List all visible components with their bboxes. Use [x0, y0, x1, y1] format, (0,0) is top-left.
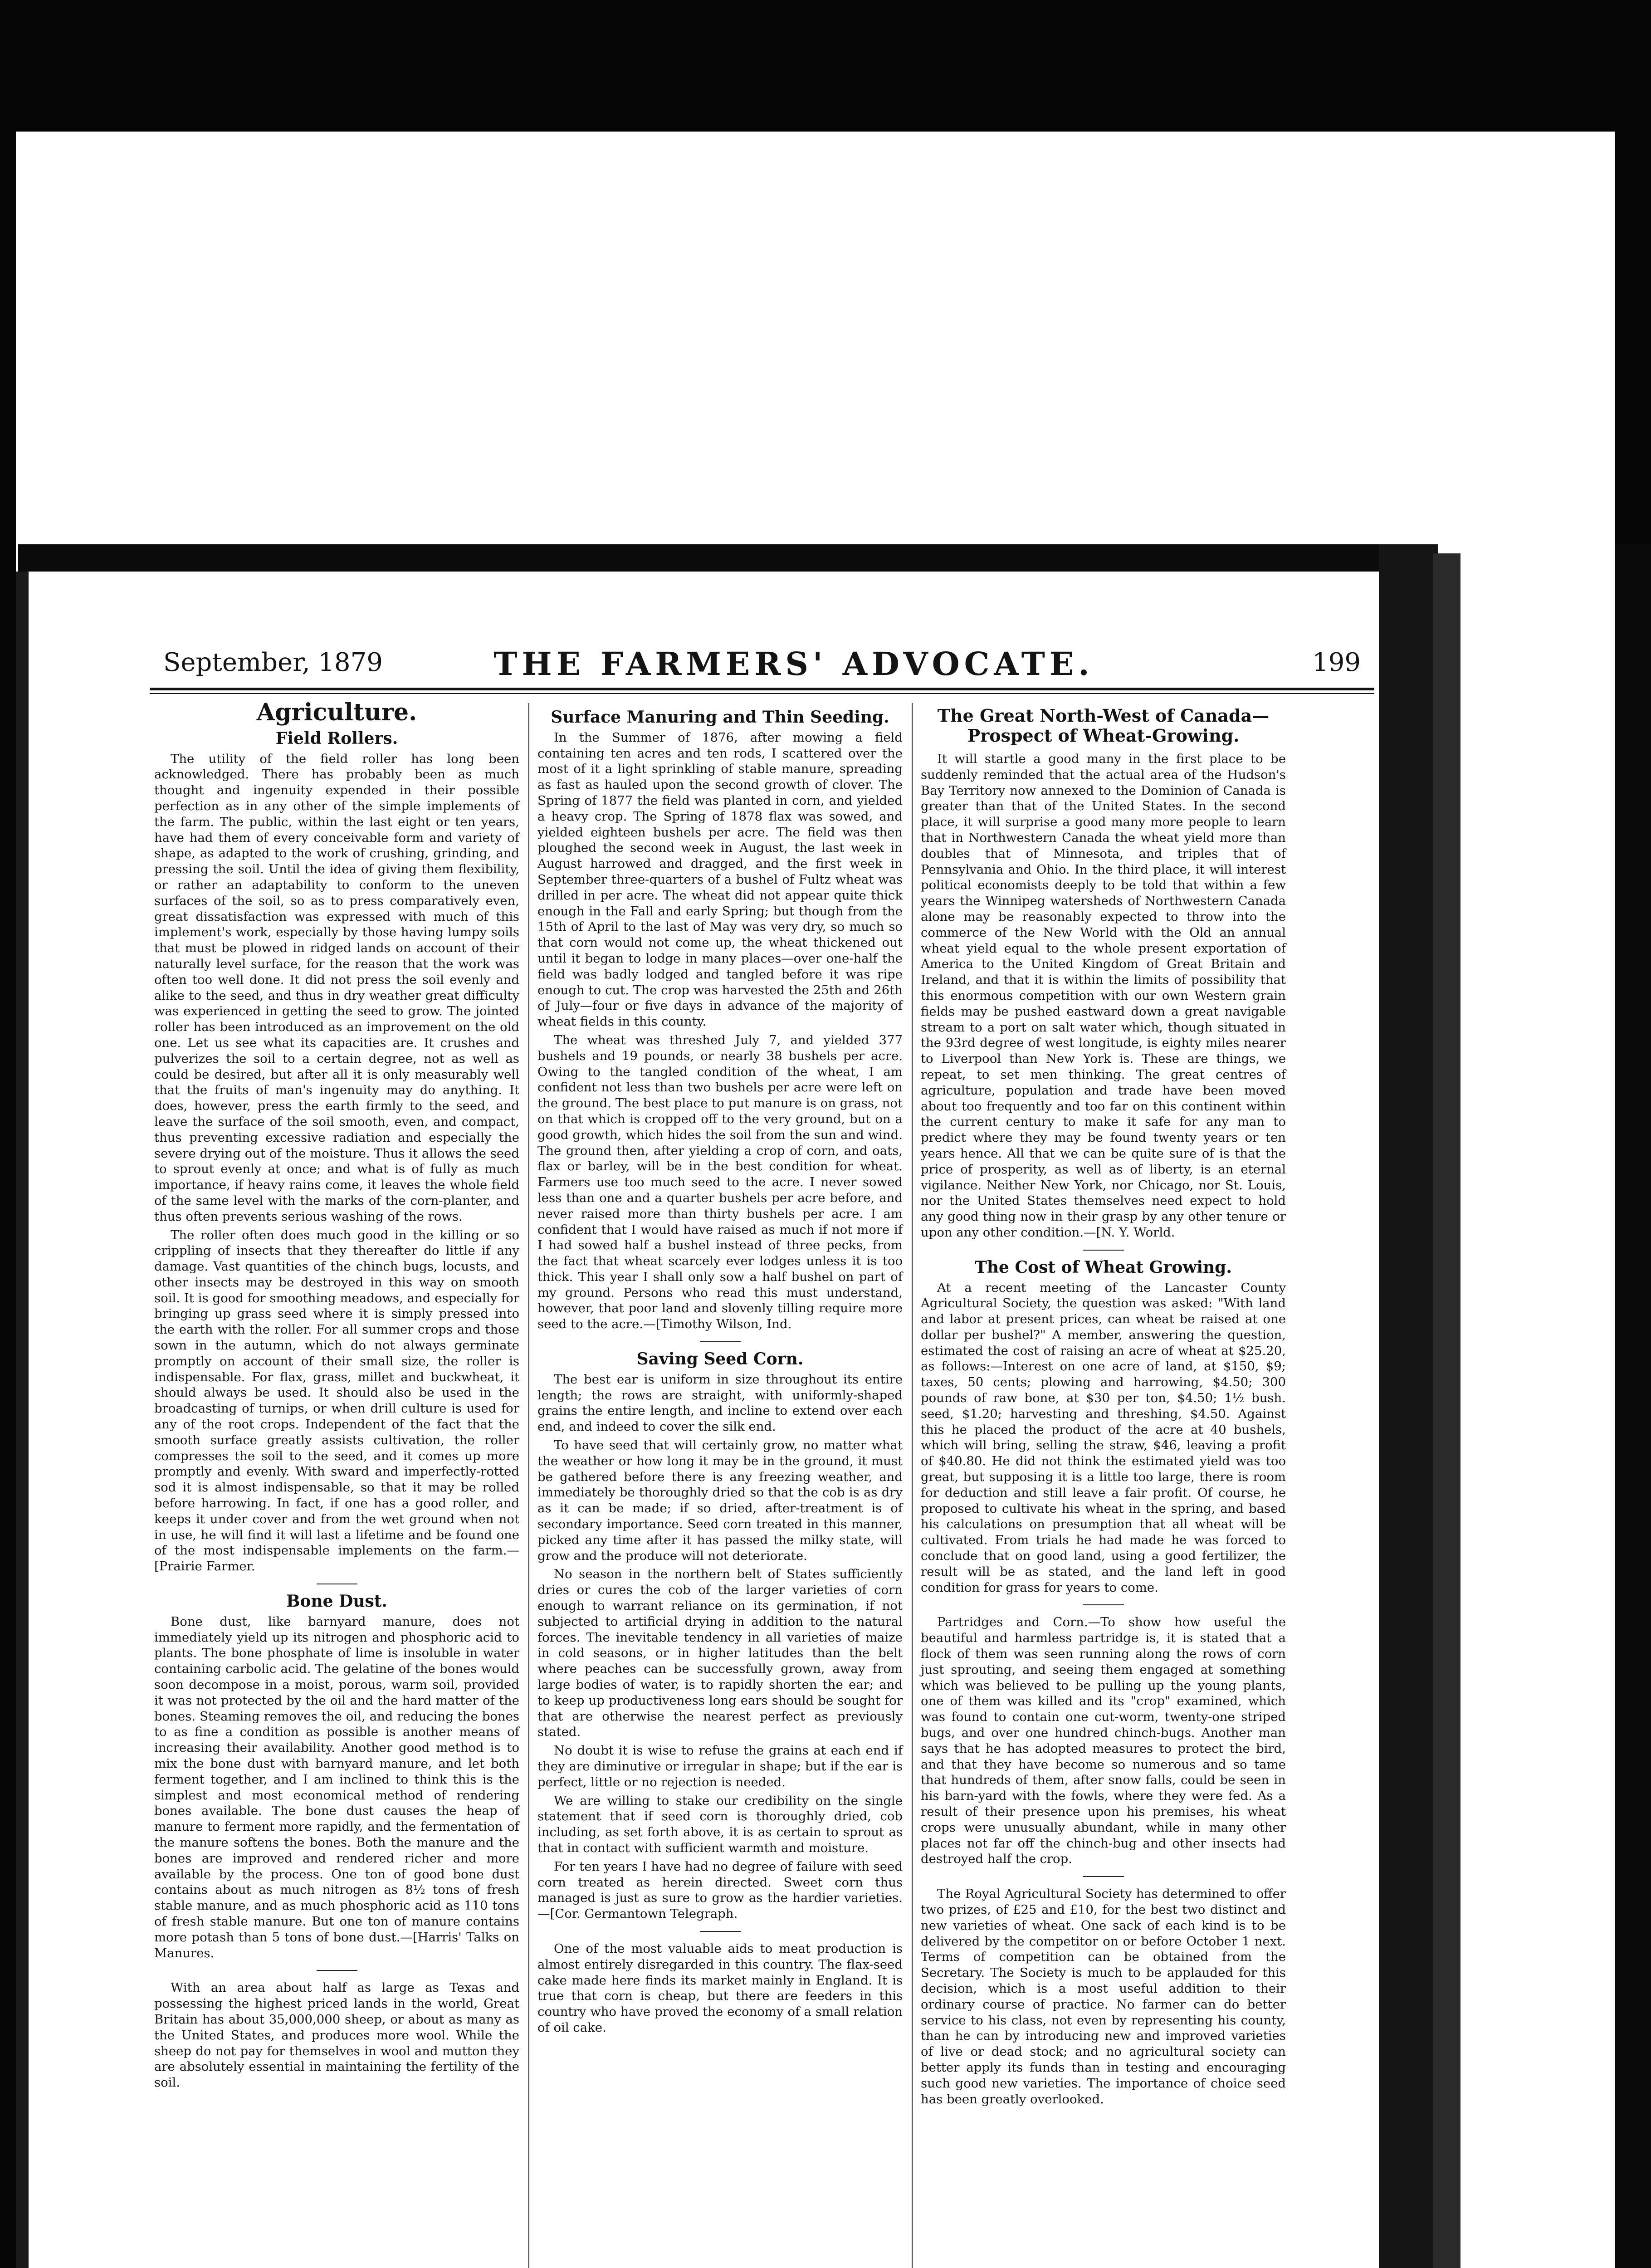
article-paragraph: No doubt it is wise to refuse the grains at each end if they are diminutive or irregular in shape; but if the ear is perfect, little or no rejection is needed. — [537, 1743, 903, 1789]
header-page-number: 199 — [1312, 648, 1361, 677]
article-paragraph: The best ear is uniform in size throughout its entire length; the rows are straight, with uniformly-shaped grains the entire length, and incline to extend over each end, and indeed to cover the silk end. — [537, 1372, 903, 1434]
article-heading-cost-of-wheat: The Cost of Wheat Growing. — [975, 1257, 1232, 1277]
header-rule-thin — [150, 693, 1374, 694]
separator — [1083, 1604, 1124, 1605]
page-binding-inner — [1433, 553, 1460, 2268]
header-title: THE FARMERS' ADVOCATE. — [493, 645, 1094, 683]
article-paragraph: We are willing to stake our credibility on the single statement that if seed corn is thoroughly dried, cob including, as set forth above, it is as certain to sprout as that in contact with sufficient warmth and moisture. — [537, 1793, 903, 1855]
separator — [1083, 1876, 1124, 1877]
scan-border-right-top — [1615, 0, 1651, 544]
left-page-edge — [16, 572, 29, 2268]
article-paragraph: To have seed that will certainly grow, no matter what the weather or how long it may be in the ground, it must be gathered before there is any freezing weather, and immediately be thoroughly dried so that the cob is as dry as it can be made; if so dried, after-treatment is of secondary importance. Seed corn treated in this manner, picked any time after it has passed the milky state, will grow and the produce will not deteriorate. — [537, 1438, 903, 1563]
article-paragraph: The Royal Agricultural Society has determined to offer two prizes, of £25 and £10, for the best two distinct and new varieties of wheat. One sack of each kind is to be delivered by the competitor on or before October 1 next. Terms of competition can be obtained from the Secretary. The Society is much to be applauded for this decision, which is a most useful addition to their ordinary course of practice. No farmer can do better service to his class, not even by representing his county, than he can by introducing new and improved varieties of live or dead stock; and no agricultural society can better apply its funds than in testing and encouraging such good new varieties. The importance of choice seed has been greatly overlooked. — [921, 1887, 1286, 2107]
article-heading-saving-seed-corn: Saving Seed Corn. — [636, 1349, 804, 1369]
separator — [700, 1341, 741, 1342]
article-paragraph: Partridges and Corn.—To show how useful the beautiful and harmless partridge is, it is stated that a flock of them was seen running along the rows of corn just sprouting, and seeing them engaged at something which was believed to be pulling up the young plants, one of them was killed and its "crop" examined, which was found to contain one cut-worm, twenty-one striped bugs, and over one hundred chinch-bugs. Another man says that he has adopted measures to protect the bird, and that they have become so numerous and so tame that hundreds of them, after snow falls, could be seen in his barn-yard with the fowls, where they were fed. As a result of their presence upon his premises, his wheat crops were unusually abundant, while in many other places not far off the chinch-bug and other insects had destroyed half the crop. — [921, 1615, 1286, 1867]
column-3 — [921, 703, 1286, 2110]
newspaper-page — [136, 635, 1388, 2268]
article-heading-field-rollers: Field Rollers. — [275, 728, 398, 748]
article-paragraph: With an area about half as large as Texas and possessing the highest priced lands in the world, Great Britain has about 35,000,000 sheep, or about as many as the United States, and produces more wool. While the sheep do not pay for themselves in wool and mutton they are absolutely essential in maintaining the fertility of the soil. — [154, 1980, 519, 2090]
header-rule — [150, 688, 1374, 690]
article-heading-surface-manuring: Surface Manuring and Thin Seeding. — [551, 708, 889, 727]
page-shadow-top — [18, 544, 1379, 572]
scan-border-left — [0, 0, 16, 2268]
article-paragraph: For ten years I have had no degree of failure with seed corn treated as herein directed. Sweet corn thus managed is just as sure to grow as the hardier varieties.—[Cor. Germantown Telegraph. — [537, 1859, 903, 1921]
separator — [700, 1931, 741, 1932]
scan-border-right — [1615, 544, 1651, 2268]
article-heading-bone-dust: Bone Dust. — [286, 1592, 387, 1611]
article-paragraph: At a recent meeting of the Lancaster County Agricultural Society, the question was asked: "With land and labor at present prices, can wheat be raised at one dollar per bushel?" A member, answering the question, estimated the cost of raising an acre of wheat at $25.20, as follows:—Interest on one acre of land, at $150, $9; taxes, 50 cents; plowing and harrowing, $4.50; 300 pounds of raw bone, at $30 per ton, $4.50; 1½ bush. seed, $1.20; harvesting and threshing, $4.50. Against this he placed the product of the acre at 40 bushels, which will bring, selling the straw, $46, leaving a profit of $40.80. He did not think the estimated yield was too great, but supposing it is a little too large, there is room for deduction and still leave a fair profit. Of course, he proposed to cultivate his wheat in the spring, and based his calculations on presumption that all wheat will be cultivated. From trials he had made he was forced to conclude that on good land, using a good fertilizer, the result will be as stated, and the land left in good condition for grass for years to come. — [921, 1280, 1286, 1595]
column-divider-1 — [528, 703, 529, 2268]
article-paragraph: Bone dust, like barnyard manure, does not immediately yield up its nitrogen and phosphoric acid to plants. The bone phosphate of lime is insoluble in water containing carbolic acid. The gelatine of the bones would soon decompose in a moist, porous, warm soil, provided it was not protected by the oil and the hard matter of the bones. Steaming removes the oil, and reducing the bones to as fine a condition as possible is another means of increasing their availability. Another good method is to mix the bone dust with barnyard manure, and let both ferment together, and I am inclined to think this is the simplest and most economical method of rendering bones available. The bone dust causes the heap of manure to ferment more rapidly, and the fermentation of the manure softens the bones. Both the manure and the bones are improved and rendered richer and more available by the process. One ton of good bone dust contains about as much nitrogen as 8½ tons of fresh stable manure, and as much phosphoric acid as 110 tons of fresh stable manure. But one ton of manure contains more potash than 5 tons of bone dust.—[Harris' Talks on Manures. — [154, 1614, 519, 1960]
article-paragraph: No season in the northern belt of States sufficiently dries or cures the cob of the larger varieties of corn enough to warrant reliance on its germination, if not subjected to artificial drying in addition to the natural forces. The inevitable tendency in all varieties of maize in cold seasons, or in higher latitudes than the belt where peaches can be successfully grown, away from large bodies of water, is to rapidly shorten the ear; and to keep up productiveness long ears should be sought for that are otherwise the nearest perfect as previously stated. — [537, 1567, 903, 1740]
article-heading-north-west: The Great North-West of Canada—Prospect of Wheat-Growing. — [937, 705, 1270, 746]
section-title-agriculture: Agriculture. — [256, 699, 417, 726]
header-date: September, 1879 — [163, 648, 383, 677]
column-1 — [154, 699, 519, 2093]
article-paragraph: In the Summer of 1876, after mowing a field containing ten acres and ten rods, I scattered over the most of it a light sprinkling of stable manure, spreading as fast as hauled upon the second growth of clover. The Spring of 1877 the field was planted in corn, and yielded a heavy crop. The Spring of 1878 flax was sowed, and yielded eighteen bushels per acre. The field was then ploughed the second week in August, the last week in August harrowed and dragged, and the first week in September three-quarters of a bushel of Fultz wheat was drilled in per acre. The wheat did not appear quite thick enough in the Fall and early Spring; but though from the 15th of April to the last of May was very dry, so much so that corn would not come up, the wheat thickened out until it began to lodge in many places—over one-half the field was badly lodged and tangled before it was ripe enough to cut. The crop was harvested the 25th and 26th of July—four or five days in advance of the majority of wheat fields in this county. — [537, 730, 903, 1029]
column-2 — [537, 703, 903, 2038]
scan-border-top — [0, 0, 1651, 132]
column-divider-2 — [912, 703, 913, 2268]
separator — [317, 1970, 357, 1971]
article-paragraph: It will startle a good many in the first place to be suddenly reminded that the actual area of the Hudson's Bay Territory now annexed to the Dominion of Canada is greater than that of the United States. In the second place, it will surprise a good many more people to learn that in Northwestern Canada the wheat yield more than doubles that of Minnesota, and triples that of Pennsylvania and Ohio. In the third place, it will interest political economists deeply to be told that within a few years the Winnipeg watersheds of Northwestern Canada alone may be reasonably expected to throw into the commerce of the New World with the Old an annual wheat yield equal to the whole present exportation of America to the United Kingdom of Great Britain and Ireland, and that it is within the limits of possibility that this enormous competition with our own Western grain fields may be pushed eastward down a great navigable stream to a port on salt water which, though situated in the 93rd degree of west longitude, is eighty miles nearer to Liverpool than New York is. These are things, we repeat, to set men thinking. The great centres of agriculture, population and trade have been moved about too frequently and too far on this continent within the current century to make it safe for any man to predict where they may be found twenty years or ten years hence. All that we can be quite sure of is that the price of prosperity, as well as of liberty, is an eternal vigilance. Neither New York, nor Chicago, nor St. Louis, nor the United States themselves need expect to hold any good thing now in their grasp by any other tenure or upon any other condition.—[N. Y. World. — [921, 752, 1286, 1240]
article-paragraph: The wheat was threshed July 7, and yielded 377 bushels and 19 pounds, or nearly 38 bushels per acre. Owing to the tangled condition of the wheat, I am confident not less than two bushels per acre were left on the ground. The best place to put manure is on grass, not on that which is cropped off to the very ground, but on a good growth, which hides the soil from the sun and wind. The ground then, after yielding a crop of corn, and oats, flax or barley, will be in the best condition for wheat. Farmers use too much seed to the acre. I never sowed less than one and a quarter bushels per acre before, and never raised more than thirty bushels per acre. I am confident that I would have raised as much if not more if I had sowed half a bushel instead of three pecks, from the fact that wheat scarcely ever lodges unless it is too thick. This year I shall only sow a half bushel on part of my ground. Persons who read this must understand, however, that poor land and slovenly tilling require more seed to the acre.—[Timothy Wilson, Ind. — [537, 1032, 903, 1332]
article-paragraph: One of the most valuable aids to meat production is almost entirely disregarded in this country. The flax-seed cake made here finds its market mainly in England. It is true that corn is cheap, but there are feeders in this country who have proved the economy of a small relation of oil cake. — [537, 1941, 903, 2035]
article-paragraph: The utility of the field roller has long been acknowledged. There has probably been as much thought and ingenuity expended in their possible perfection as in any other of the simple implements of the farm. The public, within the last eight or ten years, have had them of every conceivable form and variety of shape, as adapted to the work of crushing, grinding, and pressing the soil. Until the idea of giving them flexibility, or rather an adaptability to conform to the uneven surfaces of the soil, so as to press comparatively even, great dissatisfaction was expressed with much of this implement's work, especially by those having lumpy soils that must be plowed in ridged lands on account of their naturally level surface, for the reason that the work was often too well done. It did not press the soil evenly and alike to the seed, and thus in dry weather great difficulty was experienced in getting the seed to grow. The jointed roller has been introduced as an improvement on the old one. Let us see what its capacities are. It crushes and pulverizes the soil to a certain degree, not as well as could be desired, but after all it is only measurably well that the fruits of man's ingenuity may do anything. It does, however, press the earth firmly to the seed, and leave the surface of the soil smooth, even, and compact, thus preventing excessive radiation and especially the severe drying out of the moisture. Thus it allows the seed to sprout evenly at once; and what is of fully as much importance, if heavy rains come, it leaves the whole field of the same level with the marks of the corn-planter, and thus often prevents serious washing of the rows. — [154, 751, 519, 1224]
separator — [1083, 1250, 1124, 1251]
page-header — [136, 635, 1388, 685]
article-paragraph: The roller often does much good in the killing or so crippling of insects that they thereafter do little if any damage. Vast quantities of the chinch bugs, locusts, and other insects may be destroyed in this way on smooth soil. It is good for smoothing meadows, and especially for bringing up grass seed where it is simply pressed into the earth with the roller. For all summer crops and those sown in the autumn, which do not always germinate promptly on account of their small size, the roller is indispensable. For flax, grass, millet and buckwheat, it should always be used. It should also be used in the broadcasting of turnips, or when drill culture is used for any of the root crops. Independent of the fact that the smooth surface greatly assists cultivation, the roller compresses the soil to the seed, and it comes up more promptly and evenly. With sward and imperfectly-rotted sod it is almost indispensable, so that it may be rolled before harrowing. In fact, if one has a good roller, and keeps it under cover and from the wet ground when not in use, he will find it will last a lifetime and be found one of the most indispensable implements on the farm.—[Prairie Farmer. — [154, 1227, 519, 1574]
